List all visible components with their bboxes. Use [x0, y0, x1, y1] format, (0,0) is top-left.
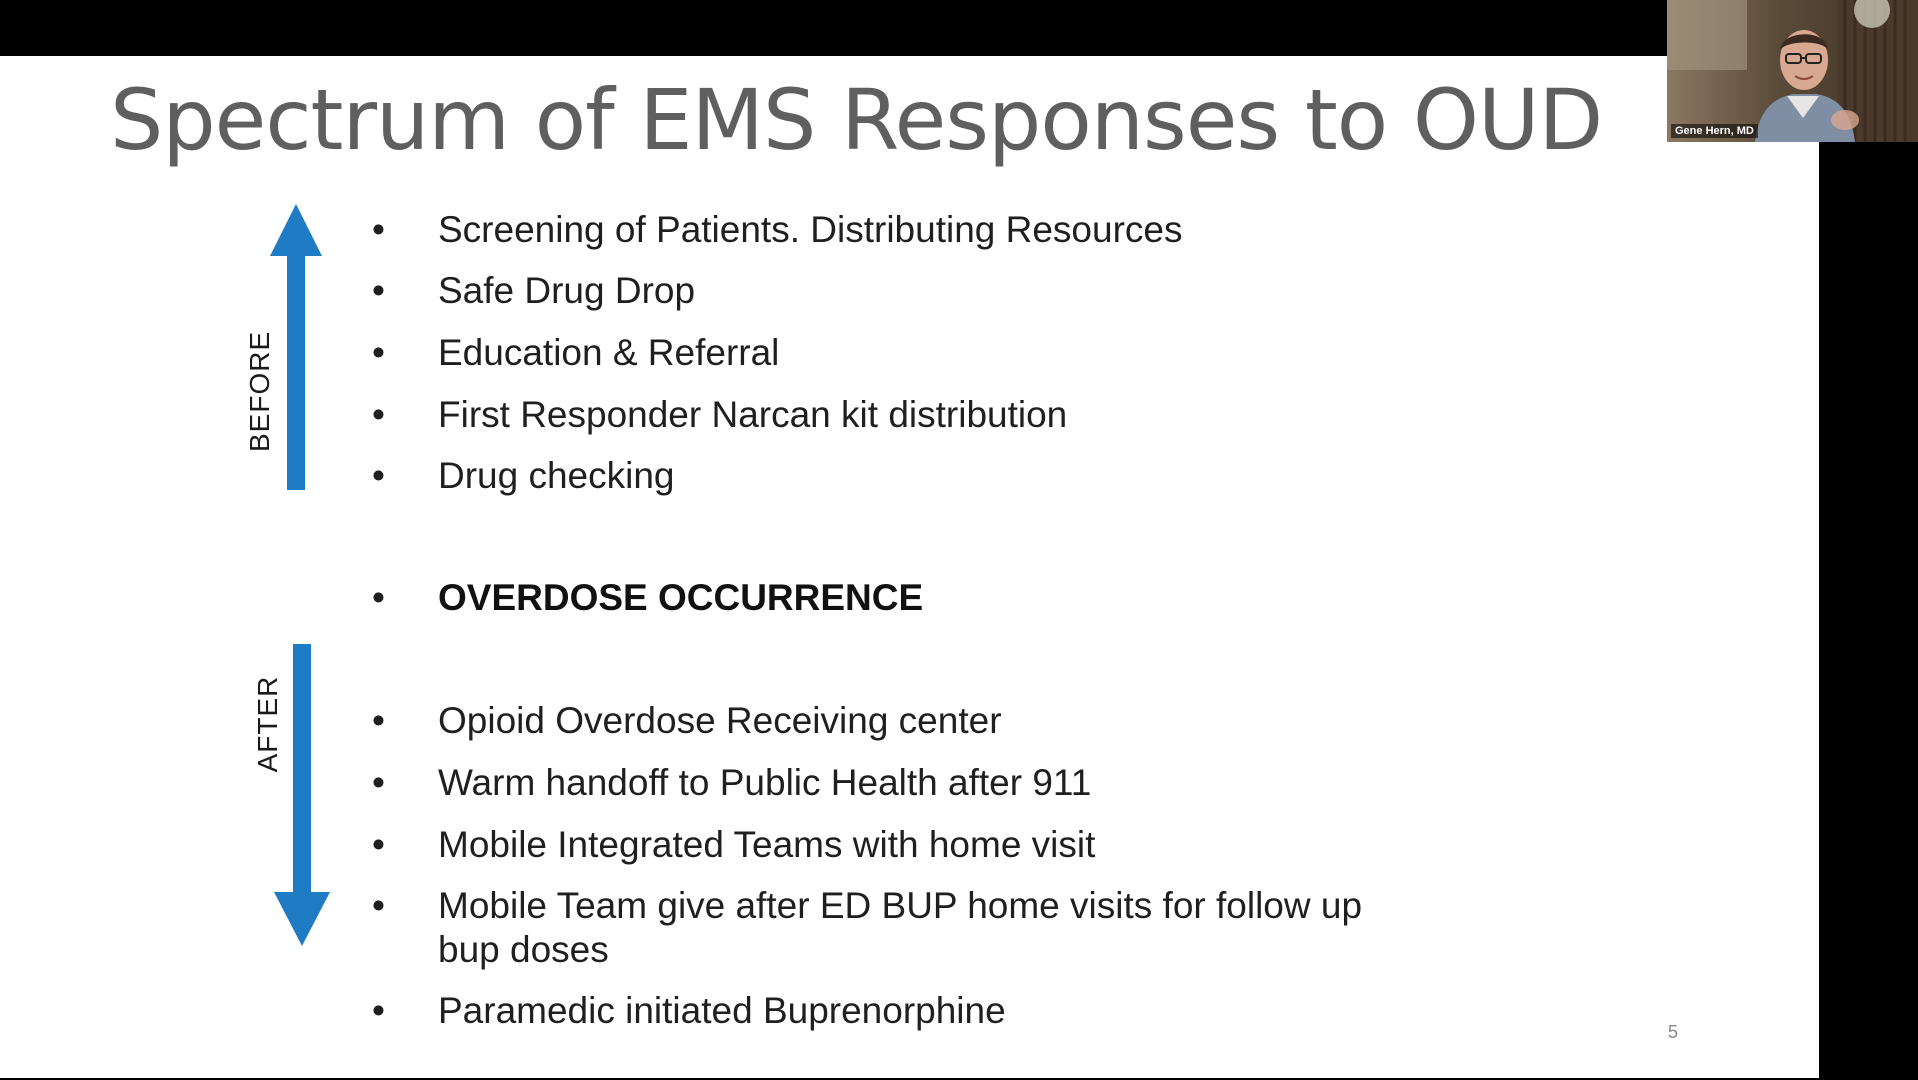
- bullet-text: Paramedic initiated Buprenorphine: [438, 990, 1006, 1031]
- bullet-item: [372, 454, 1472, 498]
- participant-video-image: [1667, 0, 1918, 142]
- up-arrow-icon: [266, 204, 326, 494]
- bullet-dot: •: [372, 990, 385, 1031]
- bullet-text: Opioid Overdose Receiving center: [438, 700, 1002, 741]
- bullet-dot: •: [372, 700, 385, 741]
- bullet-item: [372, 699, 1472, 743]
- bullet-text: Drug checking: [438, 455, 675, 496]
- bullet-item-occurrence: [372, 576, 1472, 620]
- bullet-dot: •: [372, 824, 385, 865]
- slide-page-number: 5: [1668, 1022, 1679, 1042]
- down-arrow-icon: [272, 644, 332, 950]
- bullet-item: [372, 884, 1432, 972]
- bullet-text: OVERDOSE OCCURRENCE: [438, 577, 924, 618]
- bullet-text: Screening of Patients. Distributing Resources: [438, 209, 1183, 250]
- bullet-text: Mobile Integrated Teams with home visit: [438, 824, 1096, 865]
- bullet-text: Warm handoff to Public Health after 911: [438, 762, 1092, 803]
- bullet-dot: •: [372, 394, 385, 435]
- bullet-dot: •: [372, 577, 385, 618]
- after-label: AFTER: [252, 675, 283, 773]
- bullet-item: [372, 208, 1472, 252]
- bullet-item: [372, 823, 1472, 867]
- slide-title: Spectrum of EMS Responses to OUD: [110, 71, 1603, 169]
- bullet-dot: •: [372, 455, 385, 496]
- bullet-dot: •: [372, 885, 385, 926]
- top-black-bar: [0, 0, 1918, 56]
- bullet-text: First Responder Narcan kit distribution: [438, 394, 1068, 435]
- bullet-text: Safe Drug Drop: [438, 270, 696, 311]
- bullet-item: [372, 761, 1472, 805]
- presentation-slide: [0, 56, 1819, 1078]
- bullet-text: Education & Referral: [438, 332, 780, 373]
- bullet-dot: •: [372, 209, 385, 250]
- bullet-item: [372, 989, 1472, 1033]
- bullet-item: [372, 331, 1472, 375]
- bullet-text: Mobile Team give after ED BUP home visits for follow up bup doses: [438, 885, 1363, 970]
- bullet-item: [372, 269, 1472, 313]
- participant-video-tile[interactable]: [1667, 0, 1918, 142]
- bullet-dot: •: [372, 762, 385, 803]
- participant-name-label: Gene Hern, MD: [1671, 124, 1758, 138]
- bullet-dot: •: [372, 270, 385, 311]
- right-black-bar: [1819, 0, 1918, 1080]
- bullet-item: [372, 393, 1472, 437]
- before-label: BEFORE: [244, 330, 275, 452]
- bullet-dot: •: [372, 332, 385, 373]
